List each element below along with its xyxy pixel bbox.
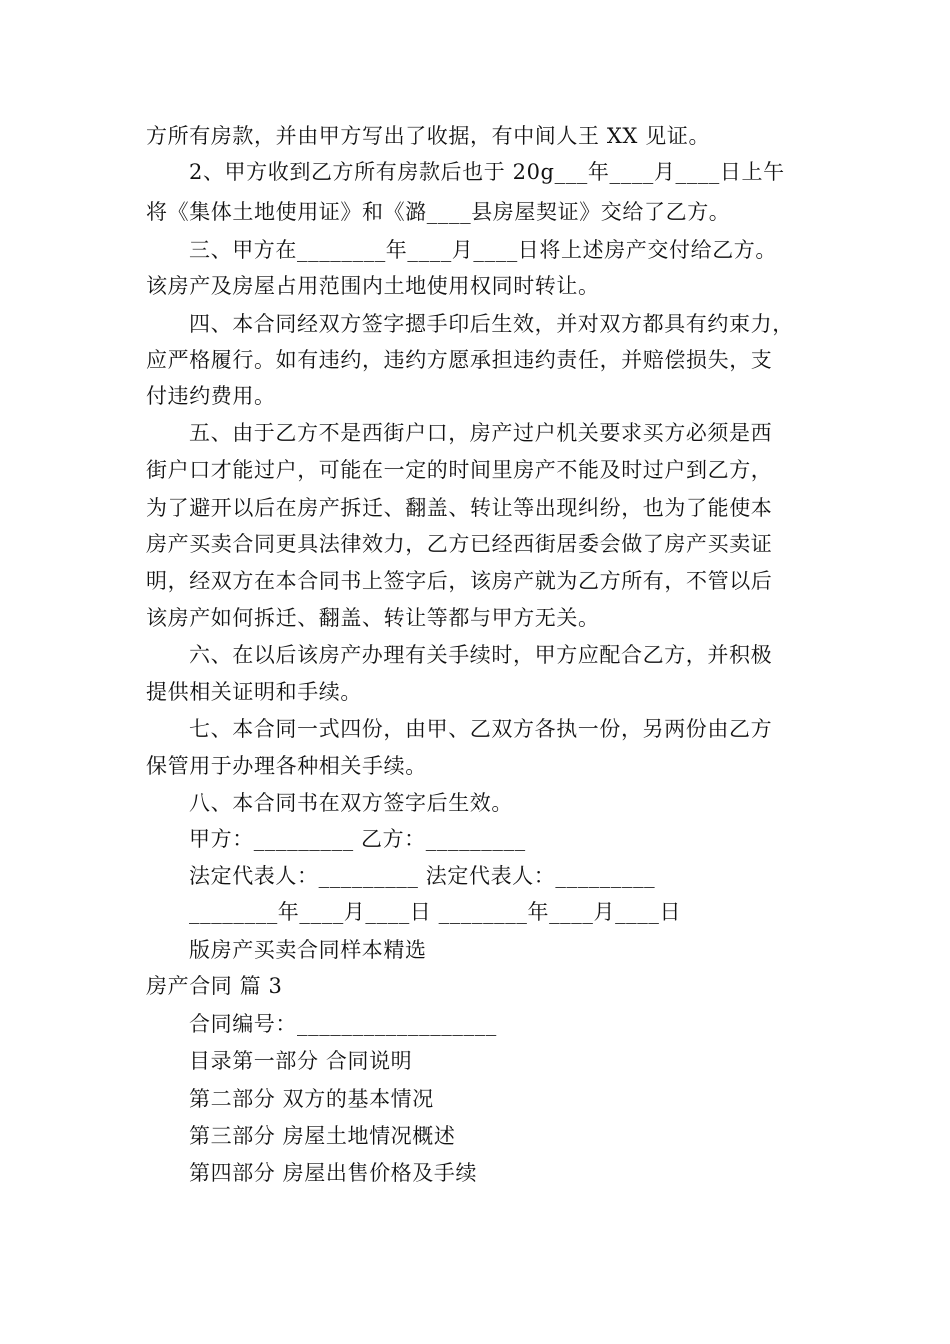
signature-line-parties: 甲方：_________ 乙方：_________ — [189, 827, 526, 851]
text-line: 提供相关证明和手续。 — [146, 680, 362, 704]
text-line: 房产买卖合同更具法律效力，乙方已经西街居委会做了房产买卖证 — [146, 532, 773, 556]
text-line: 方所有房款，并由甲方写出了收据，有中间人王 XX 见证。 — [146, 124, 711, 148]
text-line: 六、在以后该房产办理有关手续时，甲方应配合乙方，并积极 — [189, 643, 773, 667]
text-line: 八、本合同书在双方签字后生效。 — [189, 791, 513, 815]
text-line: 三、甲方在________年____月____日将上述房产交付给乙方。 — [189, 238, 777, 262]
text-line: 2、甲方收到乙方所有房款后也于 20g___年____月____日上午 — [189, 160, 785, 184]
contract-number-line: 合同编号：__________________ — [189, 1012, 497, 1036]
text-line: 明，经双方在本合同书上签字后，该房产就为乙方所有，不管以后 — [146, 569, 773, 593]
toc-item: 第二部分 双方的基本情况 — [189, 1087, 434, 1111]
text-line: 五、由于乙方不是西街户口，房产过户机关要求买方必须是西 — [189, 421, 773, 445]
toc-item: 第三部分 房屋土地情况概述 — [189, 1124, 456, 1148]
text-line: 付违约费用。 — [146, 384, 276, 408]
text-line: 应严格履行。如有违约，违约方愿承担违约责任，并赔偿损失，支 — [146, 348, 773, 372]
toc-item: 目录第一部分 合同说明 — [189, 1049, 413, 1073]
text-line: 为了避开以后在房产拆迁、翻盖、转让等出现纠纷，也为了能使本 — [146, 496, 773, 520]
text-line: 七、本合同一式四份，由甲、乙双方各执一份，另两份由乙方 — [189, 717, 773, 741]
text-line: 版房产买卖合同样本精选 — [189, 938, 427, 962]
text-line: 将《集体土地使用证》和《潞____县房屋契证》交给了乙方。 — [146, 200, 731, 224]
toc-item: 第四部分 房屋出售价格及手续 — [189, 1161, 478, 1185]
text-line: 该房产及房屋占用范围内土地使用权同时转让。 — [146, 274, 600, 298]
text-line: 保管用于办理各种相关手续。 — [146, 754, 427, 778]
signature-line-representatives: 法定代表人：_________ 法定代表人：_________ — [189, 864, 656, 888]
text-line: 街户口才能过户，可能在一定的时间里房产不能及时过户到乙方， — [146, 458, 773, 482]
signature-line-dates: ________年____月____日 ________年____月____日 — [189, 900, 682, 924]
text-line: 四、本合同经双方签字摁手印后生效，并对双方都具有约束力， — [189, 312, 794, 336]
text-line: 该房产如何拆迁、翻盖、转让等都与甲方无关。 — [146, 606, 600, 630]
section-heading: 房产合同 篇 3 — [146, 974, 283, 998]
